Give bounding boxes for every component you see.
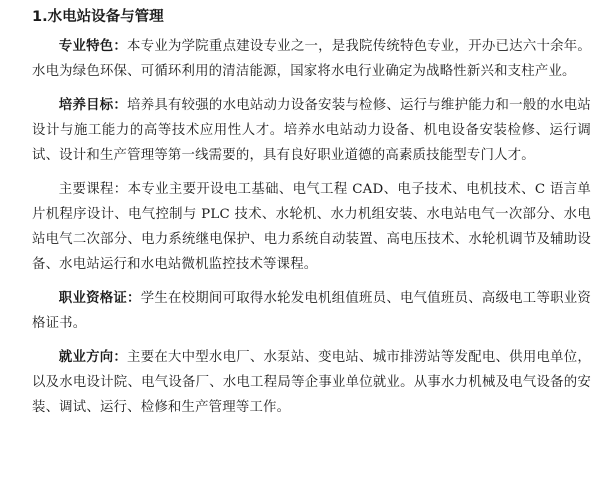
paragraph-text: 本专业主要开设电工基础、电气工程 CAD、电子技术、电机技术、C 语言单片机程序设计、电气控制与 PLC 技术、水轮机、水力机组安装、水电站电气一次部分、水电站电气二次部分、电力系统继电保护、电力系统自动装置、高电压技术、水轮机调节及辅助设备、水电站运行和水电站微机监控技术等课程。 [32, 182, 592, 272]
paragraph-training-goal [32, 93, 591, 168]
section-number: 1. [32, 9, 48, 25]
section-title: 水电站设备与管理 [47, 9, 164, 25]
paragraph-employment [32, 345, 591, 420]
paragraph-label: 培养目标： [58, 97, 128, 113]
paragraph-text: 学生在校期间可取得水轮发电机组值班员、电气值班员、高级电工等职业资格证书。 [32, 291, 591, 331]
section-heading [32, 4, 591, 30]
paragraph-label: 专业特色： [58, 38, 128, 54]
paragraph-qualification [32, 286, 591, 336]
paragraph-specialty-features [32, 34, 591, 84]
paragraph-text: 培养具有较强的水电站动力设备安装与检修、运行与维护能力和一般的水电站设计与施工能力的高等技术应用性人才。培养水电站动力设备、机电设备安装检修、运行调试、设计和生产管理等第一线需要的，具有良好职业道德的高素质技能型专门人才。 [32, 98, 591, 163]
paragraph-text: 本专业为学院重点建设专业之一，是我院传统特色专业，开办已达六十余年。水电为绿色环保、可循环利用的清洁能源，国家将水电行业确定为战略性新兴和支柱产业。 [32, 39, 591, 79]
paragraph-label: 就业方向： [58, 349, 128, 365]
paragraph-main-courses [32, 177, 591, 277]
paragraph-text: 主要在大中型水电厂、水泵站、变电站、城市排涝站等发配电、供用电单位，以及水电设计院、电气设备厂、水电工程局等企事业单位就业。从事水力机械及电气设备的安装、调试、运行、检修和生产管理等工作。 [32, 350, 591, 415]
paragraph-label: 主要课程： [58, 182, 128, 197]
paragraph-label: 职业资格证： [58, 290, 141, 306]
